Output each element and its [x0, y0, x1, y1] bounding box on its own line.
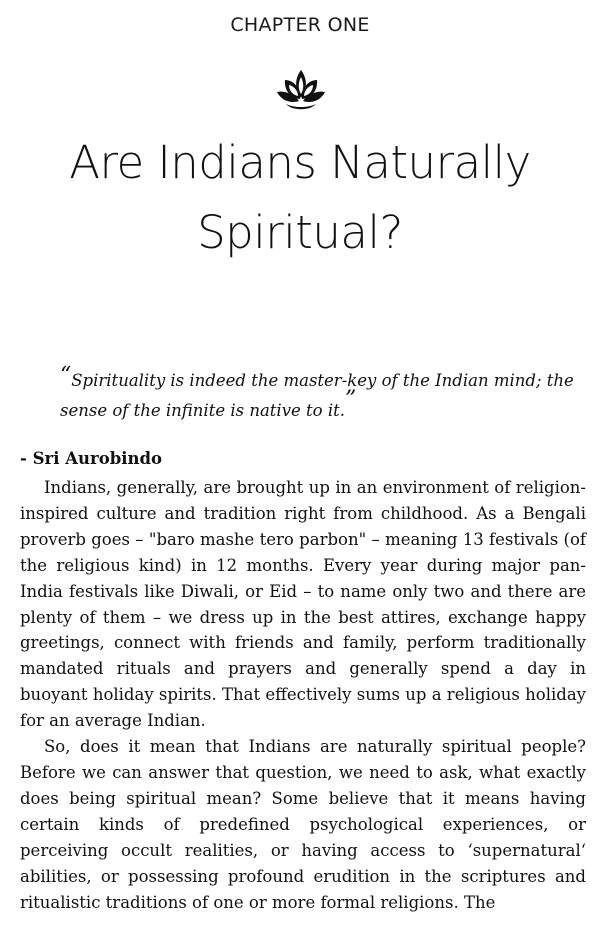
chapter-label: CHAPTER ONE — [230, 14, 370, 36]
epigraph-text: Spirituality is indeed the master-key of the Indian mind; the sense of the infinite is native to it. — [60, 371, 574, 420]
chapter-title-line-1: Are Indians Naturally — [69, 136, 531, 189]
epigraph-quote — [60, 365, 580, 425]
close-quote-mark: ” — [345, 387, 357, 412]
epigraph-attribution: - Sri Aurobindo — [20, 449, 163, 468]
chapter-title-line-2: Spiritual? — [197, 206, 403, 259]
body-paragraph: So, does it mean that Indians are naturally spiritual people? Before we can answer that question, we need to ask, what exactly does being spiritual mean? Some believe that it means having certain kinds of predefined psychological experiences, or perceiving occult realities, or having access to ‘supernatural‘ abilities, or possessing profound erudition in the scriptures and ritualistic traditions of one or more formal religions. The — [20, 737, 586, 912]
body-text — [20, 475, 586, 915]
lotus-icon — [276, 68, 326, 112]
body-paragraph: Indians, generally, are brought up in an environment of religion-inspired culture and tradition right from childhood. As a Bengali proverb goes – "baro mashe tero parbon" – meaning 13 festivals (of the religious kind) in 12 months. Every year during major pan-India festivals like Diwali, or Eid – to name only two and there are plenty of them – we dress up in the best attires, exchange happy greetings, connect with friends and family, perform traditionally mandated rituals and prayers and generally spend a day in buoyant holiday spirits. That effectively sums up a religious holiday for an average Indian. — [20, 478, 586, 731]
chapter-title — [0, 128, 600, 268]
open-quote-mark: “ — [60, 363, 72, 388]
